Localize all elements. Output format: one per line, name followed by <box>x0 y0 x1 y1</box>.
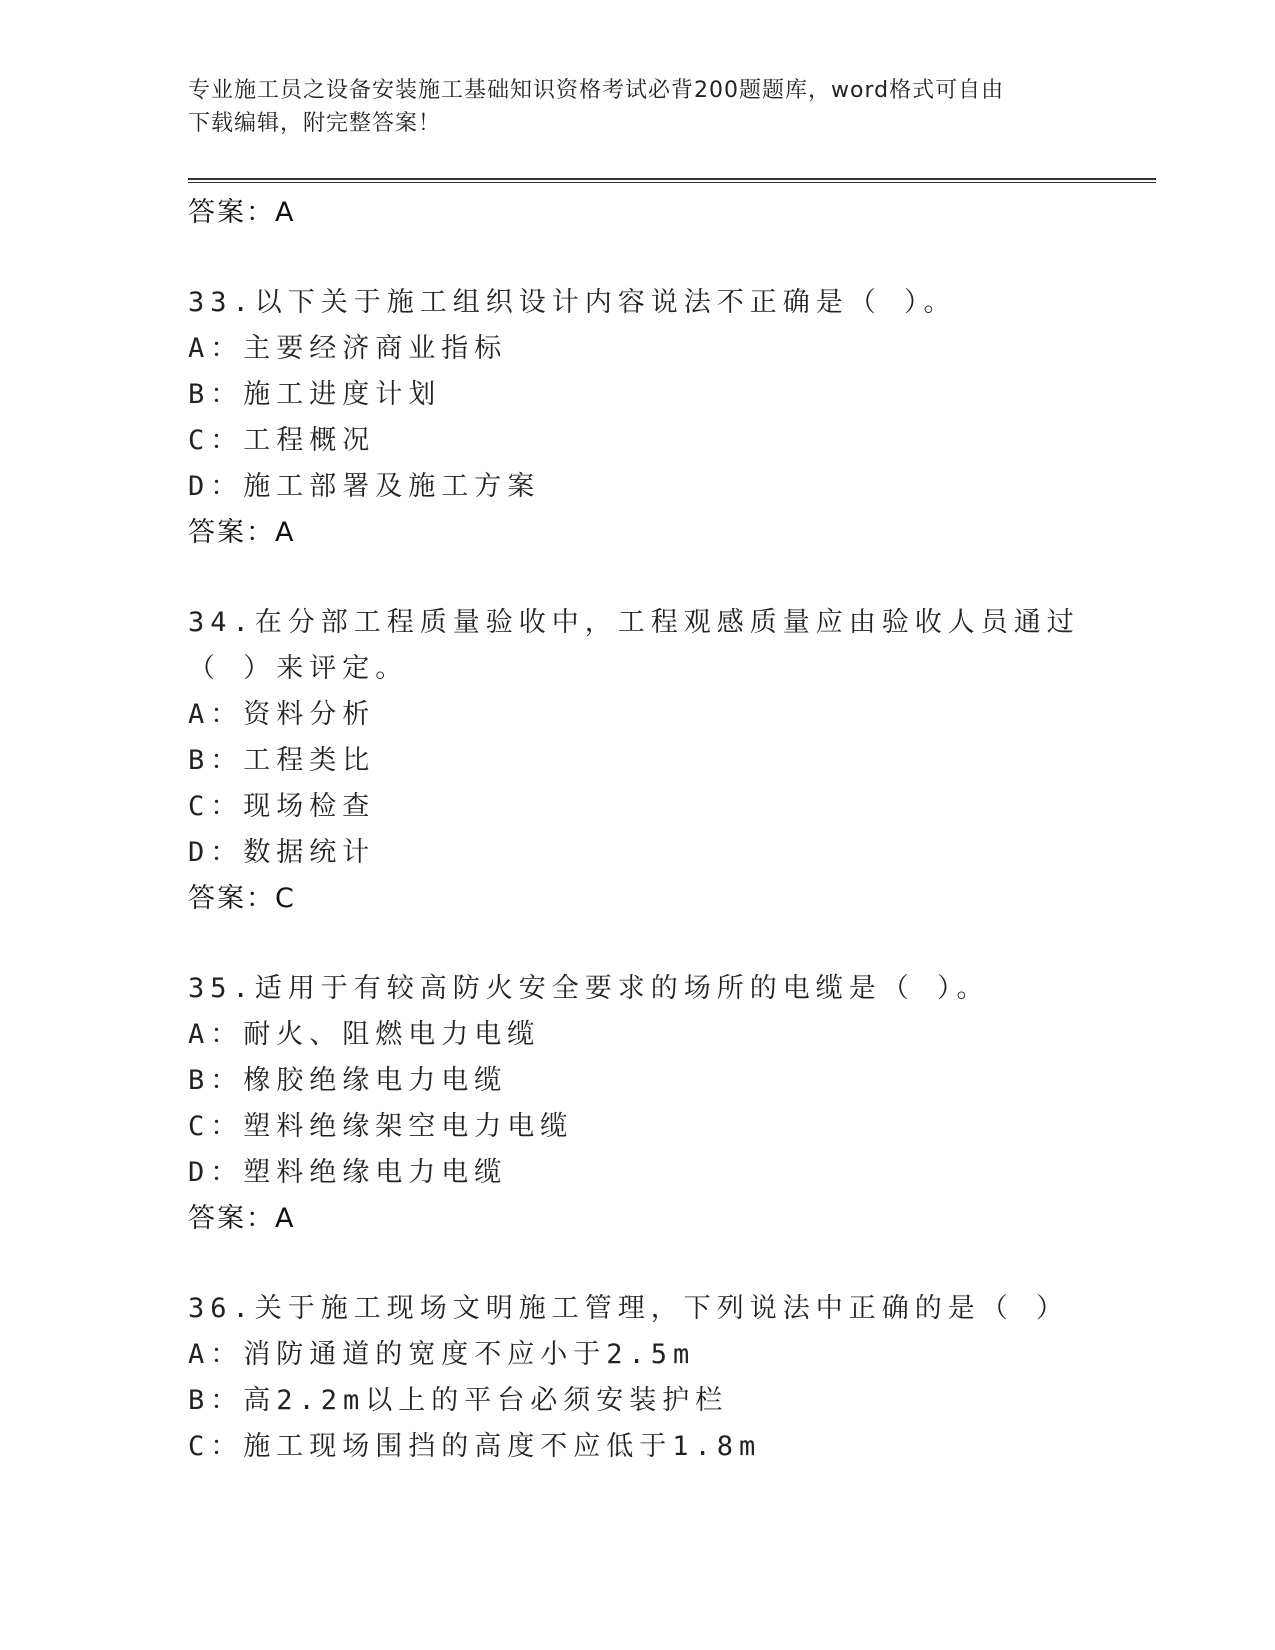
question-stem: 33.以下关于施工组织设计内容说法不正确是（ ）。 <box>188 287 957 318</box>
header-line-1: 专业施工员之设备安装施工基础知识资格考试必背200题题库，word格式可自由 <box>188 78 1005 103</box>
option-c: C：塑料绝缘架空电力电缆 <box>188 1111 574 1142</box>
answer-line: 答案：A <box>188 517 296 548</box>
option-d: D：塑料绝缘电力电缆 <box>188 1157 508 1188</box>
option-b: B：橡胶绝缘电力电缆 <box>188 1065 508 1096</box>
option-a: A：资料分析 <box>188 699 376 730</box>
option-b: B：工程类比 <box>188 745 376 776</box>
option-b: B：施工进度计划 <box>188 379 442 410</box>
answer-line: 答案：A <box>188 1203 296 1234</box>
question-stem: 35.适用于有较高防火安全要求的场所的电缆是（ ）。 <box>188 973 990 1004</box>
question-33 <box>188 280 1088 556</box>
option-a: A：耐火、阻燃电力电缆 <box>188 1019 541 1050</box>
question-34 <box>188 600 1088 922</box>
header-divider <box>188 178 1156 183</box>
answer-line: 答案：C <box>188 883 296 914</box>
header-line-2: 下载编辑，附完整答案！ <box>188 111 442 136</box>
question-stem: 36.关于施工现场文明施工管理，下列说法中正确的是（ ） <box>188 1293 1070 1324</box>
option-c: C：现场检查 <box>188 791 376 822</box>
option-d: D：数据统计 <box>188 837 376 868</box>
option-a: A：消防通道的宽度不应小于2.5m <box>188 1339 696 1370</box>
previous-answer: 答案：A <box>188 197 296 228</box>
question-35 <box>188 966 1088 1242</box>
option-c: C：施工现场围挡的高度不应低于1.8m <box>188 1431 762 1462</box>
option-b: B：高2.2m以上的平台必须安装护栏 <box>188 1385 729 1416</box>
question-stem: 34.在分部工程质量验收中，工程观感质量应由验收人员通过（ ）来评定。 <box>188 607 1080 684</box>
question-36 <box>188 1286 1088 1470</box>
document-header <box>188 74 1088 140</box>
option-c: C：工程概况 <box>188 425 376 456</box>
option-d: D：施工部署及施工方案 <box>188 471 541 502</box>
option-a: A：主要经济商业指标 <box>188 333 508 364</box>
question-list <box>188 190 1088 1470</box>
